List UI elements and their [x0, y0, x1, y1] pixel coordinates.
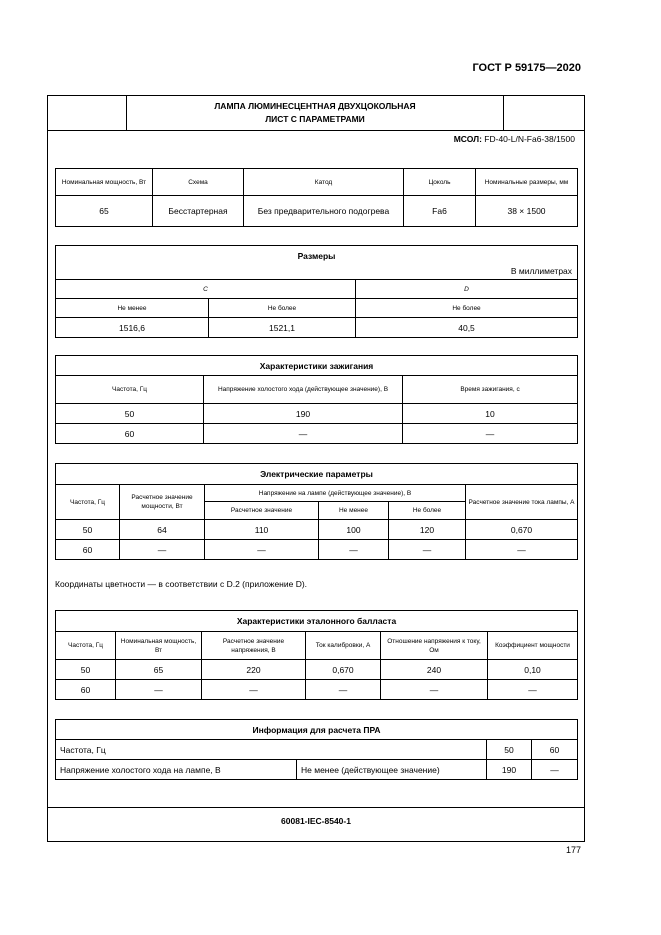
electrical-sub-2: Не более	[389, 502, 466, 520]
ballast-header-1: Номинальная мощность, Вт	[116, 632, 202, 660]
header-power: Номинальная мощность, Вт	[56, 169, 153, 196]
table-cell: —	[403, 424, 578, 444]
chromaticity-note: Координаты цветности — в соответствии с D.2 (приложение D).	[55, 579, 308, 589]
table-cell: 0,670	[306, 660, 381, 680]
page-number: 177	[565, 845, 581, 855]
title-line-2: ЛИСТ С ПАРАМЕТРАМИ	[265, 114, 365, 124]
table-cell: —	[488, 680, 578, 700]
main-params-table	[55, 168, 578, 227]
table-cell: 60	[56, 540, 120, 560]
footer-divider	[48, 807, 584, 808]
electrical-table	[55, 463, 578, 560]
electrical-sub-0: Расчетное значение	[205, 502, 319, 520]
table-cell: —	[466, 540, 578, 560]
table-cell: 0,10	[488, 660, 578, 680]
table-cell: —	[532, 760, 578, 780]
dimensions-unit: В миллиметрах	[510, 266, 573, 276]
value-cathode: Без предварительного подогрева	[244, 196, 404, 227]
table-cell: 65	[116, 660, 202, 680]
table-cell: 60	[56, 424, 204, 444]
ignition-header-2: Время зажигания, с	[403, 376, 578, 404]
ballast-header-0: Частота, Гц	[56, 632, 116, 660]
table-cell: 64	[120, 520, 205, 540]
dimensions-title-cell	[56, 246, 578, 280]
dim-value-2: 40,5	[356, 318, 578, 338]
table-cell: —	[319, 540, 389, 560]
table-cell: 110	[205, 520, 319, 540]
value-scheme: Бесстартерная	[153, 196, 244, 227]
sheet-title	[127, 100, 503, 126]
ignition-table	[55, 355, 578, 444]
standard-number: ГОСТ Р 59175—2020	[472, 62, 581, 74]
title-line-1: ЛАМПА ЛЮМИНЕСЦЕНТНАЯ ДВУХЦОКОЛЬНАЯ	[214, 101, 416, 111]
table-cell: —	[202, 680, 306, 700]
ballast-header-3: Ток калибровки, А	[306, 632, 381, 660]
value-cap: Fa6	[404, 196, 476, 227]
table-cell: 60	[56, 680, 116, 700]
table-cell: —	[381, 680, 488, 700]
dim-sub-2: Не более	[356, 299, 578, 318]
dim-value-0: 1516,6	[56, 318, 209, 338]
title-block	[48, 96, 584, 131]
dim-sub-0: Не менее	[56, 299, 209, 318]
pra-info-table	[55, 719, 578, 780]
lamp-code-label: МСОЛ:	[453, 134, 482, 144]
value-power: 65	[56, 196, 153, 227]
table-cell: 100	[319, 520, 389, 540]
dimension-c-label: C	[56, 280, 356, 299]
table-cell: —	[306, 680, 381, 700]
parameter-sheet-frame	[47, 95, 585, 842]
table-cell: 190	[487, 760, 532, 780]
table-cell: —	[120, 540, 205, 560]
ballast-header-4: Отношение напряжения к току, Ом	[381, 632, 488, 660]
electrical-header-current: Расчетное значение тока лампы, А	[466, 485, 578, 520]
dimensions-title: Размеры	[297, 251, 336, 261]
table-cell: 50	[56, 404, 204, 424]
table-cell: 10	[403, 404, 578, 424]
electrical-header-power: Расчетное значение мощности, Вт	[120, 485, 205, 520]
table-cell: 240	[381, 660, 488, 680]
lamp-code-value: FD-40-L/N-Fa6-38/1500	[484, 134, 575, 144]
value-size: 38 × 1500	[476, 196, 578, 227]
ignition-title: Характеристики зажигания	[56, 356, 578, 376]
header-cap: Цоколь	[404, 169, 476, 196]
ignition-header-0: Частота, Гц	[56, 376, 204, 404]
header-size: Номинальные размеры, мм	[476, 169, 578, 196]
table-cell: 120	[389, 520, 466, 540]
header-cathode: Катод	[244, 169, 404, 196]
ignition-header-1: Напряжение холостого хода (действующее значение), В	[204, 376, 403, 404]
electrical-header-freq: Частота, Гц	[56, 485, 120, 520]
dim-sub-1: Не более	[209, 299, 356, 318]
pra-freq-label: Частота, Гц	[56, 740, 487, 760]
table-cell: 190	[204, 404, 403, 424]
lamp-code	[454, 134, 575, 144]
pra-voltage-condition: Не менее (действующее значение)	[297, 760, 487, 780]
ballast-header-2: Расчетное значение напряжения, В	[202, 632, 306, 660]
table-cell: 0,670	[466, 520, 578, 540]
electrical-header-voltage: Напряжение на лампе (действующее значение), В	[205, 485, 466, 502]
table-cell: 50	[56, 660, 116, 680]
table-cell: 220	[202, 660, 306, 680]
dimension-d-label: D	[356, 280, 578, 299]
header-scheme: Схема	[153, 169, 244, 196]
table-cell: 50	[56, 520, 120, 540]
ballast-title: Характеристики эталонного балласта	[56, 611, 578, 632]
table-cell: —	[205, 540, 319, 560]
ballast-table	[55, 610, 578, 700]
dim-value-1: 1521,1	[209, 318, 356, 338]
electrical-title: Электрические параметры	[56, 464, 578, 485]
dimensions-table	[55, 245, 578, 338]
table-cell: —	[204, 424, 403, 444]
pra-voltage-label: Напряжение холостого хода на лампе, В	[56, 760, 297, 780]
table-cell: —	[389, 540, 466, 560]
pra-title: Информация для расчета ПРА	[56, 720, 578, 740]
table-cell: —	[116, 680, 202, 700]
electrical-sub-1: Не менее	[319, 502, 389, 520]
ballast-header-5: Коэффициент мощности	[488, 632, 578, 660]
sheet-code: 60081-IEC-8540-1	[281, 816, 351, 826]
table-cell: 60	[532, 740, 578, 760]
table-cell: 50	[487, 740, 532, 760]
